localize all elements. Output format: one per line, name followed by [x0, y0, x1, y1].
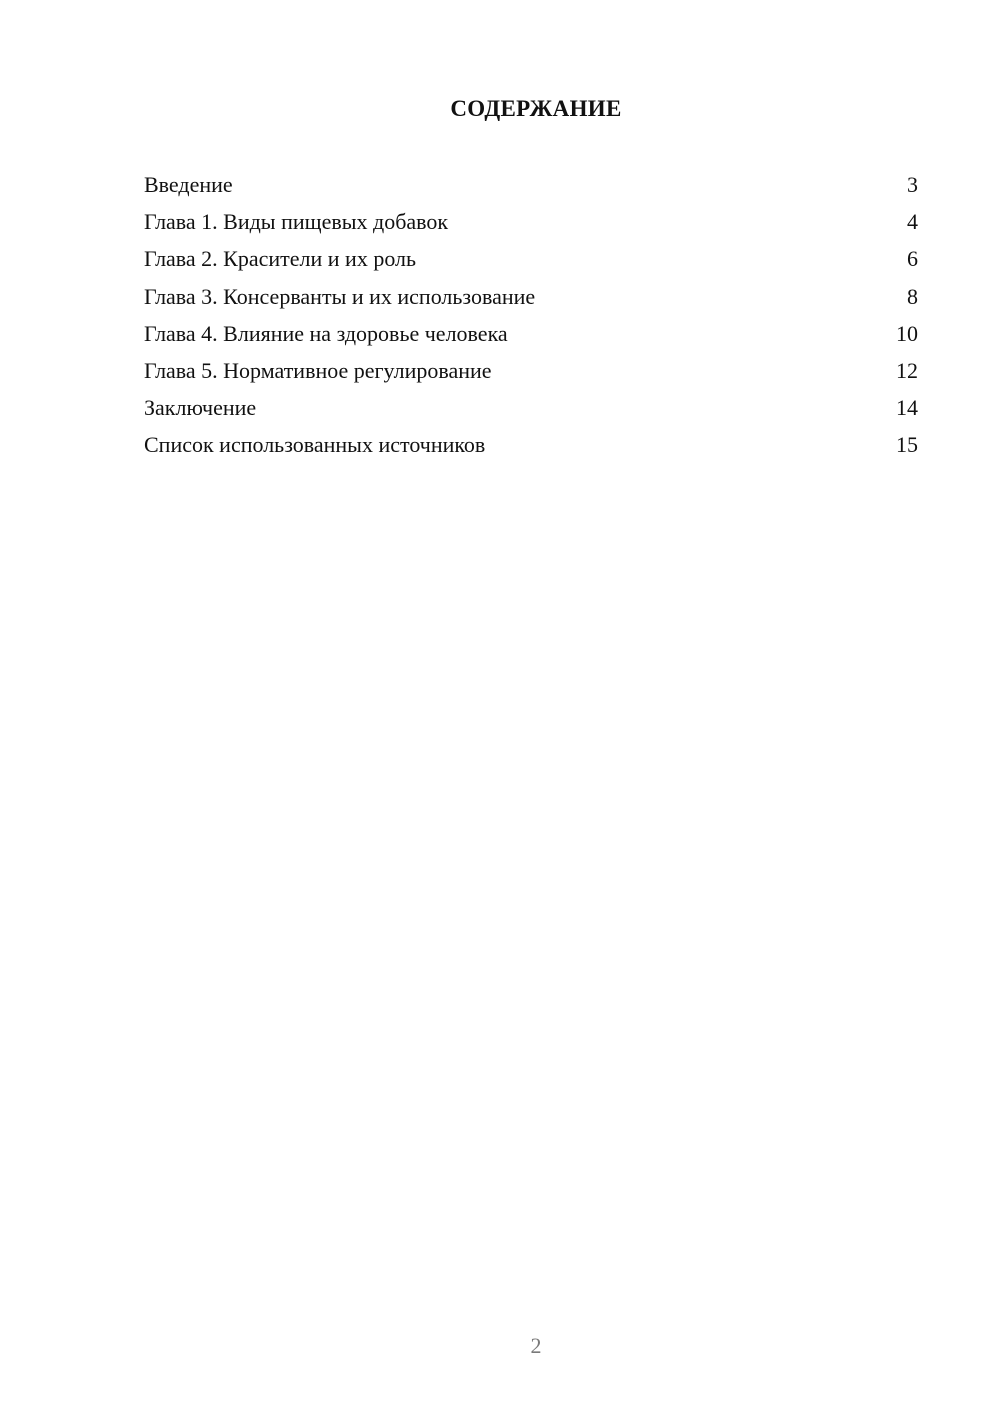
toc-entry-page: 12	[896, 357, 918, 383]
toc-entry	[144, 207, 918, 244]
toc-entry-label: Список использованных источников	[144, 432, 486, 458]
toc-entry	[144, 430, 918, 467]
toc-entry-page: 3	[907, 172, 918, 197]
toc-entry	[144, 319, 918, 356]
toc-entry-label: Глава 5. Нормативное регулирование	[144, 357, 492, 383]
toc-entry-label: Глава 2. Красители и их роль	[144, 246, 417, 272]
table-of-contents	[144, 170, 918, 468]
page-number: 2	[530, 1333, 542, 1358]
toc-entry-label: Глава 3. Консерванты и их использование	[144, 283, 536, 309]
toc-entry	[144, 356, 918, 393]
toc-entry-page: 10	[896, 320, 918, 346]
toc-entry-page: 15	[896, 432, 918, 458]
toc-entry-label: Введение	[144, 172, 233, 197]
toc-title: СОДЕРЖАНИЕ	[450, 96, 622, 121]
toc-entry-page: 8	[907, 283, 918, 309]
toc-entry-page: 14	[896, 395, 918, 421]
toc-entry-page: 6	[907, 246, 918, 272]
toc-entry	[144, 393, 918, 430]
toc-entry-page: 4	[907, 209, 918, 235]
toc-entry	[144, 170, 918, 207]
toc-entry	[144, 244, 918, 281]
toc-entry-label: Глава 4. Влияние на здоровье человека	[144, 320, 508, 346]
toc-entry-label: Заключение	[144, 395, 257, 421]
toc-entry-label: Глава 1. Виды пищевых добавок	[144, 209, 449, 235]
toc-entry	[144, 282, 918, 319]
